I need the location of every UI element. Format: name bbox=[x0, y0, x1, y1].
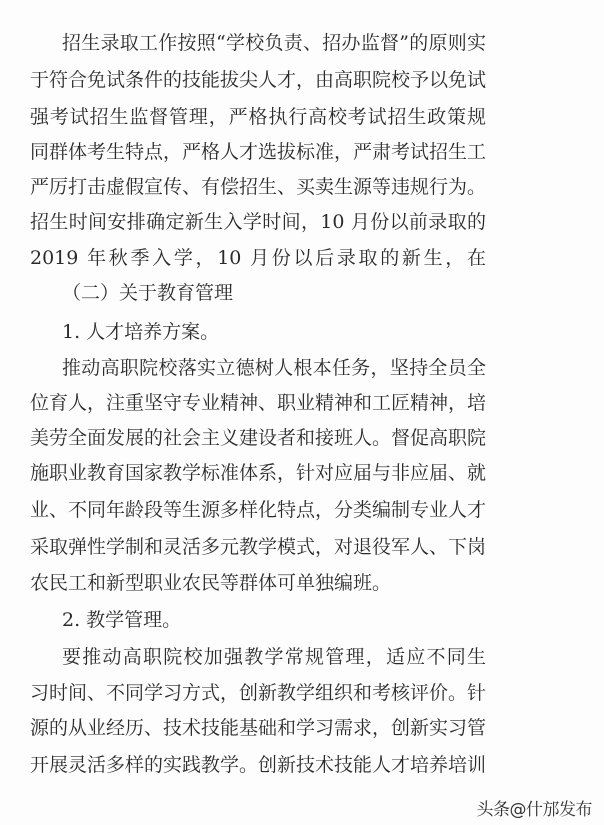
text-line: 招生录取工作按照“学校负责、招办监督”的原则实 bbox=[62, 32, 486, 54]
text-line: 强考试招生监督管理，严格执行高校考试招生政策规 bbox=[30, 106, 486, 128]
text-line: 推动高职院校落实立德树人根本任务，坚持全员全 bbox=[62, 357, 486, 379]
text-line: 业、不同年龄段等生源多样化特点，分类编制专业人才 bbox=[30, 499, 486, 521]
text-line: 招生时间安排确定新生入学时间，10 月份以前录取的 bbox=[30, 211, 486, 233]
text-line: 位育人，注重坚守专业精神、职业精神和工匠精神，培 bbox=[30, 392, 486, 414]
subsection-title: 2. 教学管理。 bbox=[62, 609, 182, 631]
text-line: 源的从业经历、技术技能基础和学习需求，创新实习管 bbox=[30, 717, 486, 739]
text-line: 严厉打击虚假宣传、有偿招生、买卖生源等违规行为。 bbox=[30, 176, 486, 198]
text-line: 于符合免试条件的技能拔尖人才，由高职院校予以免试 bbox=[30, 69, 486, 91]
text-line: 2019 年秋季入学，10 月份以后录取的新生，在 bbox=[30, 247, 486, 269]
text-line: 美劳全面发展的社会主义建设者和接班人。督促高职院 bbox=[30, 427, 486, 449]
text-line: 同群体考生特点，严格人才选拔标准，严肃考试招生工 bbox=[30, 141, 486, 163]
text-line: 要推动高职院校加强教学常规管理，适应不同生 bbox=[62, 646, 486, 668]
text-line: 习时间、不同学习方式，创新教学组织和考核评价。针 bbox=[30, 682, 486, 704]
text-line: 农民工和新型职业农民等群体可单独编班。 bbox=[30, 572, 392, 594]
text-line: 施职业教育国家教学标准体系，针对应届与非应届、就 bbox=[30, 462, 486, 484]
subsection-title: 1. 人才培养方案。 bbox=[62, 321, 220, 343]
text-line: 开展灵活多样的实践教学。创新技术技能人才培养培训 bbox=[30, 754, 486, 776]
text-line: 采取弹性学制和灵活多元教学模式，对退役军人、下岗 bbox=[30, 536, 486, 558]
watermark: 头条@什邡发布 bbox=[476, 800, 592, 820]
section-heading: （二）关于教育管理 bbox=[62, 282, 234, 304]
